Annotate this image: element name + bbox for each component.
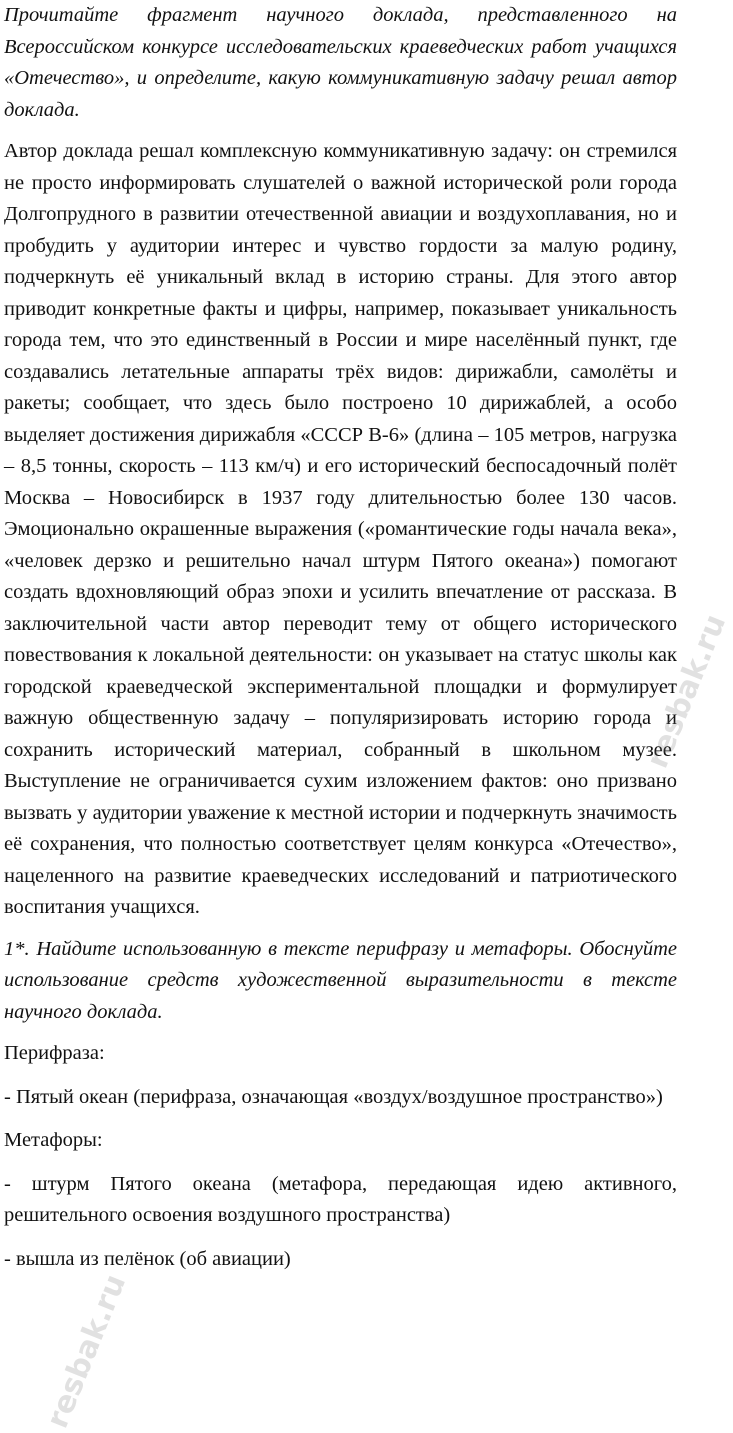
document-page <box>4 0 677 1287</box>
metaphor-item: - штурм Пятого океана (метафора, передающая идею активного, решительного освоения воздушного пространства) <box>4 1172 677 1226</box>
watermark: resbak.ru <box>640 609 733 774</box>
periphrasis-label: Перифраза: <box>4 1042 105 1064</box>
metaphor-item: - вышла из пелёнок (об авиации) <box>4 1247 291 1270</box>
task-prompt: Прочитайте фрагмент научного доклада, представленного на Всероссийском конкурсе исследовательских краеведческих работ учащихся «Отечество», и определите, какую коммуникативную задачу решал автор доклада. <box>4 4 677 121</box>
answer-paragraph: Автор доклада решал комплексную коммуникативную задачу: он стремился не просто информировать слушателей о важной исторической роли города Долгопрудного в развитии отечественной авиации и воздухоплавания, но и пробудить у аудитории интерес и чувство гордости за малую родину, подчеркнуть её уникальный вклад в историю страны. Для этого автор приводит конкретные факты и цифры, например, показывает уникальность города тем, что это единственный в России и мире населённый пункт, где создавались летательные аппараты трёх видов: дирижабли, самолёты и ракеты; сообщает, что здесь было построено 10 дирижаблей, а особо выделяет достижения дирижабля «СССР В-6» (длина – 105 метров, нагрузка – 8,5 тонны, скорость – 113 км/ч) и его исторический беспосадочный полёт Москва – Новосибирск в 1937 году длительностью более 130 часов. Эмоционально окрашенные выражения («романтические годы начала века», «человек дерзко и решительно начал штурм Пятого океана») помогают создать вдохновляющий образ эпохи и усилить впечатление от рассказа. В заключительной части автор переводит тему от общего исторического повествования к локальной деятельности: он указывает на статус школы как городской краеведческой экспериментальной площадки и формулирует важную общественную задачу – популяризировать историю города и сохранить исторический материал, собранный в школьном музее. Выступление не ограничивается сухим изложением фактов: оно призвано вызвать у аудитории уважение к местной истории и подчеркнуть значимость её сохранения, что полностью соответствует целям конкурса «Отечество», нацеленного на развитие краеведческих исследований и патриотического воспитания учащихся. <box>4 140 677 918</box>
task-prompt-2: 1*. Найдите использованную в тексте перифразу и метафоры. Обоснуйте использование средств художественной выразительности в тексте научного доклада. <box>4 937 677 1023</box>
watermark: resbak.ru <box>40 1269 134 1433</box>
periphrasis-item: - Пятый океан (перифраза, означающая «воздух/воздушное пространство») <box>4 1085 663 1108</box>
metaphors-label: Метафоры: <box>4 1129 103 1151</box>
